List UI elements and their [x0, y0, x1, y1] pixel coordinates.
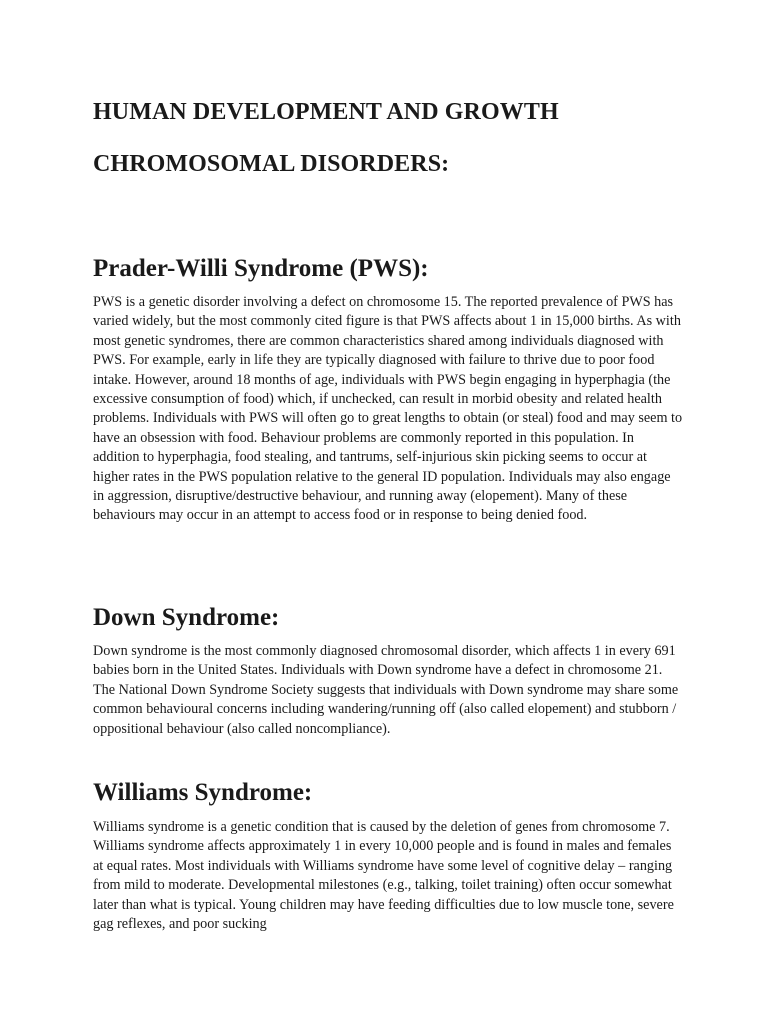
- document-subtitle: CHROMOSOMAL DISORDERS:: [93, 151, 450, 177]
- section-body-prader-willi: PWS is a genetic disorder involving a defect on chromosome 15. The reported prevalence of PWS has varied widely, but the most commonly cited figure is that PWS affects about 1 in 15,000 births. As with most genetic syndromes, there are common characteristics shared among individuals diagnosed with PWS. For example, early in life they are typically diagnosed with failure to thrive due to poor food intake. However, around 18 months of age, individuals with PWS begin engaging in hyperphagia (the excessive consumption of food) which, if unchecked, can result in morbid obesity and related health problems. Individuals with PWS will often go to great lengths to obtain (or steal) food and may seem to have an obsession with food. Behaviour problems are commonly reported in this population. In addition to hyperphagia, food stealing, and tantrums, self-injurious skin picking seems to occur at higher rates in the PWS population relative to the general ID population. Individuals may also engage in aggression, disruptive/destructive behaviour, and running away (elopement). Many of these behaviours may occur in an attempt to access food or in response to being denied food.: [93, 294, 683, 524]
- document-title: HUMAN DEVELOPMENT AND GROWTH: [93, 99, 559, 125]
- section-body-williams-syndrome: Williams syndrome is a genetic condition that is caused by the deletion of genes from chromosome 7. Williams syndrome affects approximately 1 in every 10,000 people and is found in males and females at equal rates. Most individuals with Williams syndrome have some level of cognitive delay – ranging from mild to moderate. Developmental milestones (e.g., talking, toilet training) often occur somewhat later than what is typical. Young children may have feeding difficulties due to low muscle tone, severe gag reflexes, and poor sucking: [93, 819, 674, 933]
- section-heading-williams-syndrome: Williams Syndrome:: [93, 779, 313, 806]
- section-body-down-syndrome: Down syndrome is the most commonly diagnosed chromosomal disorder, which affects 1 in every 691 babies born in the United States. Individuals with Down syndrome have a defect in chromosome 21. The National Down Syndrome Society suggests that individuals with Down syndrome may share some common behavioural concerns including wandering/running off (also called elopement) and stubborn / oppositional behaviour (also called noncompliance).: [93, 643, 679, 737]
- section-heading-prader-willi: Prader-Willi Syndrome (PWS):: [93, 255, 429, 282]
- section-heading-down-syndrome: Down Syndrome:: [93, 604, 280, 631]
